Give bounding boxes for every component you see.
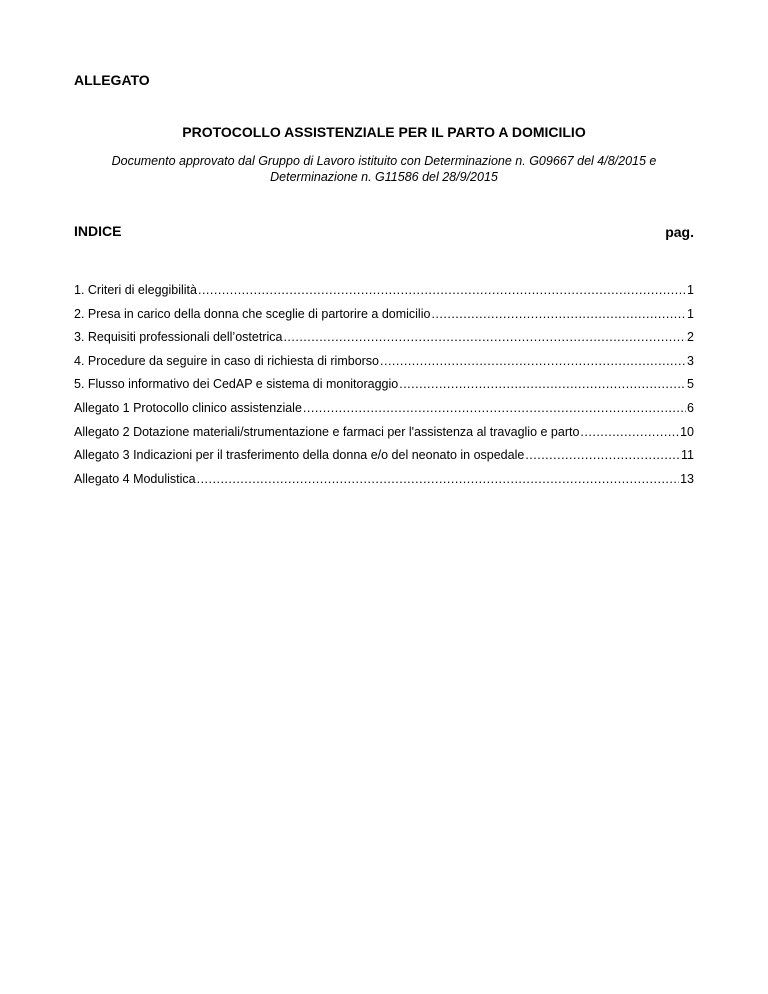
toc-entry[interactable] (74, 283, 694, 307)
toc-entry[interactable] (74, 330, 694, 354)
toc-leader-dots (283, 330, 686, 344)
toc-entry-page: 1 (687, 306, 694, 321)
toc-entry-page: 10 (680, 424, 694, 439)
toc-entry-page: 11 (681, 448, 694, 463)
index-heading: INDICE (74, 223, 122, 239)
toc-entry-label: Allegato 2 Dotazione materiali/strumentazione e farmaci per l'assistenza al travaglio e parto (74, 424, 580, 439)
toc-entry-label: 3. Requisiti professionali dell’ostetrica (74, 330, 283, 345)
toc-entry-page: 2 (687, 330, 694, 345)
toc-leader-dots (431, 307, 686, 321)
toc-entry-page: 3 (687, 353, 694, 368)
toc-entry-label: 1. Criteri di eleggibilità (74, 283, 197, 297)
subtitle-line-1: Documento approvato dal Gruppo di Lavoro istituito con Determinazione n. G09667 del 4/8/2015 e (111, 154, 657, 168)
toc-entry-page: 1 (687, 283, 694, 297)
toc-entry[interactable] (74, 448, 694, 472)
allegato-label: ALLEGATO (74, 72, 150, 88)
table-of-contents (74, 283, 694, 495)
toc-entry-label: Allegato 1 Protocollo clinico assistenziale (74, 400, 302, 415)
toc-entry[interactable] (74, 425, 694, 449)
toc-entry[interactable] (74, 354, 694, 378)
toc-leader-dots (198, 283, 686, 297)
toc-entry-page: 5 (687, 377, 694, 392)
subtitle-line-2: Determinazione n. G11586 del 28/9/2015 (270, 170, 498, 184)
toc-leader-dots (380, 354, 686, 368)
toc-entry-label: 4. Procedure da seguire in caso di richiesta di rimborso (74, 353, 380, 368)
toc-leader-dots (525, 448, 680, 462)
toc-entry-label: 5. Flusso informativo dei CedAP e sistema di monitoraggio (74, 377, 399, 392)
page-column-heading: pag. (665, 224, 694, 240)
toc-leader-dots (197, 472, 679, 486)
toc-entry-page: 13 (680, 471, 694, 486)
toc-entry-label: Allegato 4 Modulistica (74, 471, 196, 486)
toc-leader-dots (399, 377, 686, 391)
document-subtitle (60, 153, 708, 185)
toc-entry[interactable] (74, 377, 694, 401)
toc-entry-label: Allegato 3 Indicazioni per il trasferimento della donna e/o del neonato in ospedale (74, 448, 525, 463)
toc-entry[interactable] (74, 307, 694, 331)
document-title: PROTOCOLLO ASSISTENZIALE PER IL PARTO A DOMICILIO (182, 124, 586, 140)
toc-entry-label: 2. Presa in carico della donna che sceglie di partorire a domicilio (74, 306, 431, 321)
toc-entry[interactable] (74, 401, 694, 425)
toc-leader-dots (303, 401, 686, 415)
toc-entry-page: 6 (687, 400, 694, 415)
toc-entry[interactable] (74, 472, 694, 496)
toc-leader-dots (580, 425, 679, 439)
